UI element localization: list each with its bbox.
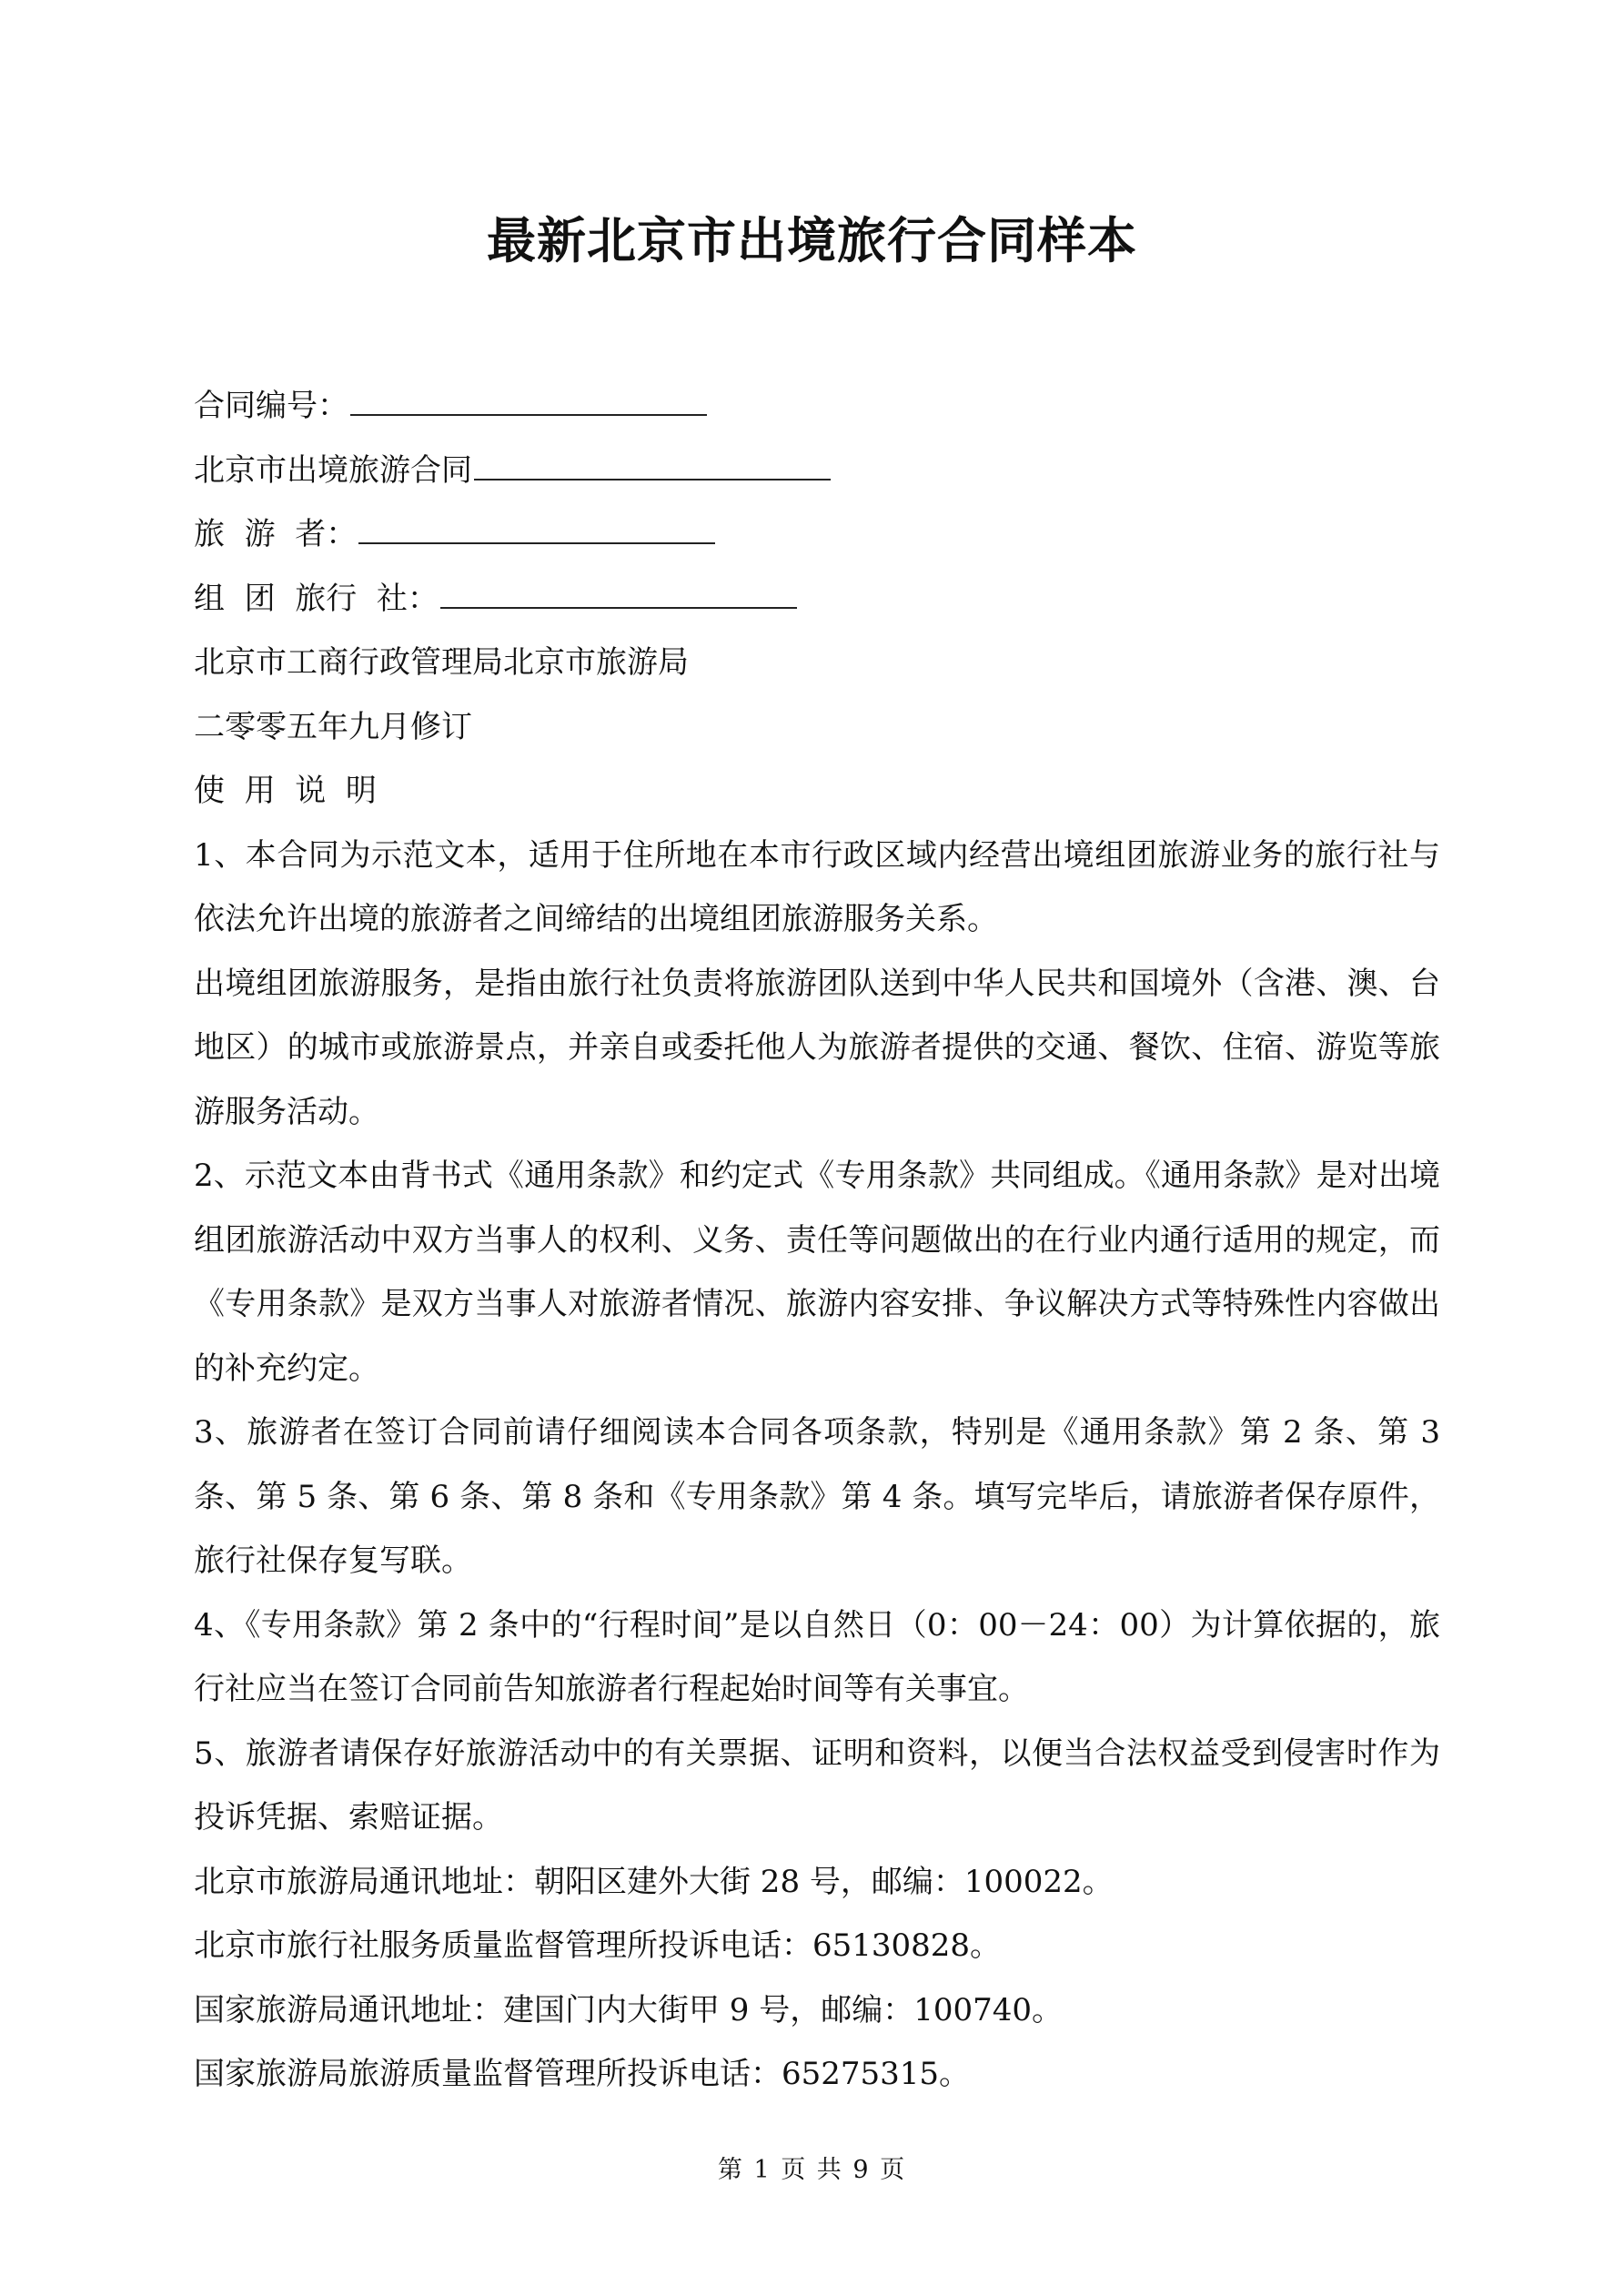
contact-beijing-complaint-phone: 北京市旅行社服务质量监督管理所投诉电话：65130828。 [194,1927,1002,1964]
instruction-paragraph-5: 5、旅游者请保存好旅游活动中的有关票据、证明和资料，以便当合法权益受到侵害时作为投诉凭据、索赔证据。 [194,1735,1440,1836]
page-number-footer: 第 1 页 共 9 页 [717,2156,907,2184]
instruction-paragraph-3: 3、旅游者在签订合同前请仔细阅读本合同各项条款，特别是《通用条款》第 2 条、第 3 条、第 5 条、第 6 条、第 8 条和《专用条款》第 4 条。填写完毕后，请旅游者保存原件，旅行社保存复写联。 [194,1414,1440,1579]
contract-number-blank [350,381,707,416]
contract-name-label: 北京市出境旅游合同 [194,451,472,489]
contract-name-field [194,439,1440,503]
instructions-heading: 使 用 说 明 [194,773,377,809]
travel-agency-label: 组 团 旅行 社： [194,580,439,617]
instruction-paragraph-4: 4、《专用条款》第 2 条中的“行程时间”是以自然日（0：00－24：00）为计算依据的，旅行社应当在签订合同前告知旅游者行程起始时间等有关事宜。 [194,1606,1440,1707]
contact-beijing-address: 北京市旅游局通讯地址：朝阳区建外大街 28 号，邮编：100022。 [194,1863,1114,1900]
instruction-paragraph-1: 1、本合同为示范文本，适用于住所地在本市行政区域内经营出境组团旅游业务的旅行社与依法允许出境的旅游者之间缔结的出境组团旅游服务关系。 [194,836,1440,937]
travel-agency-blank [440,574,797,609]
instruction-paragraph-service-definition: 出境组团旅游服务，是指由旅行社负责将旅游团队送到中华人民共和国境外（含港、澳、台地区）的城市或旅游景点，并亲自或委托他人为旅游者提供的交通、餐饮、住宿、游览等旅游服务活动。 [194,965,1440,1130]
contact-national-complaint-phone: 国家旅游局旅游质量监督管理所投诉电话：65275315。 [194,2056,971,2092]
traveler-label: 旅 游 者： [194,516,358,552]
contract-number-field [194,374,1440,439]
page-title: 最新北京市出境旅行合同样本 [487,212,1137,269]
issuer-line: 北京市工商行政管理局北京市旅游局 [194,644,689,681]
contract-name-blank [474,446,831,480]
document-body [194,374,1440,2107]
contract-number-label: 合同编号： [194,388,348,424]
traveler-blank [358,510,715,544]
traveler-field [194,502,1440,567]
travel-agency-field [194,567,1440,632]
contact-national-address: 国家旅游局通讯地址：建国门内大街甲 9 号，邮编：100740。 [194,1991,1064,2028]
instruction-paragraph-2: 2、示范文本由背书式《通用条款》和约定式《专用条款》共同组成。《通用条款》是对出境组团旅游活动中双方当事人的权利、义务、责任等问题做出的在行业内通行适用的规定，而《专用条款》是双方当事人对旅游者情况、旅游内容安排、争议解决方式等特殊性内容做出的补充约定。 [194,1158,1440,1387]
revision-line: 二零零五年九月修订 [194,708,472,745]
